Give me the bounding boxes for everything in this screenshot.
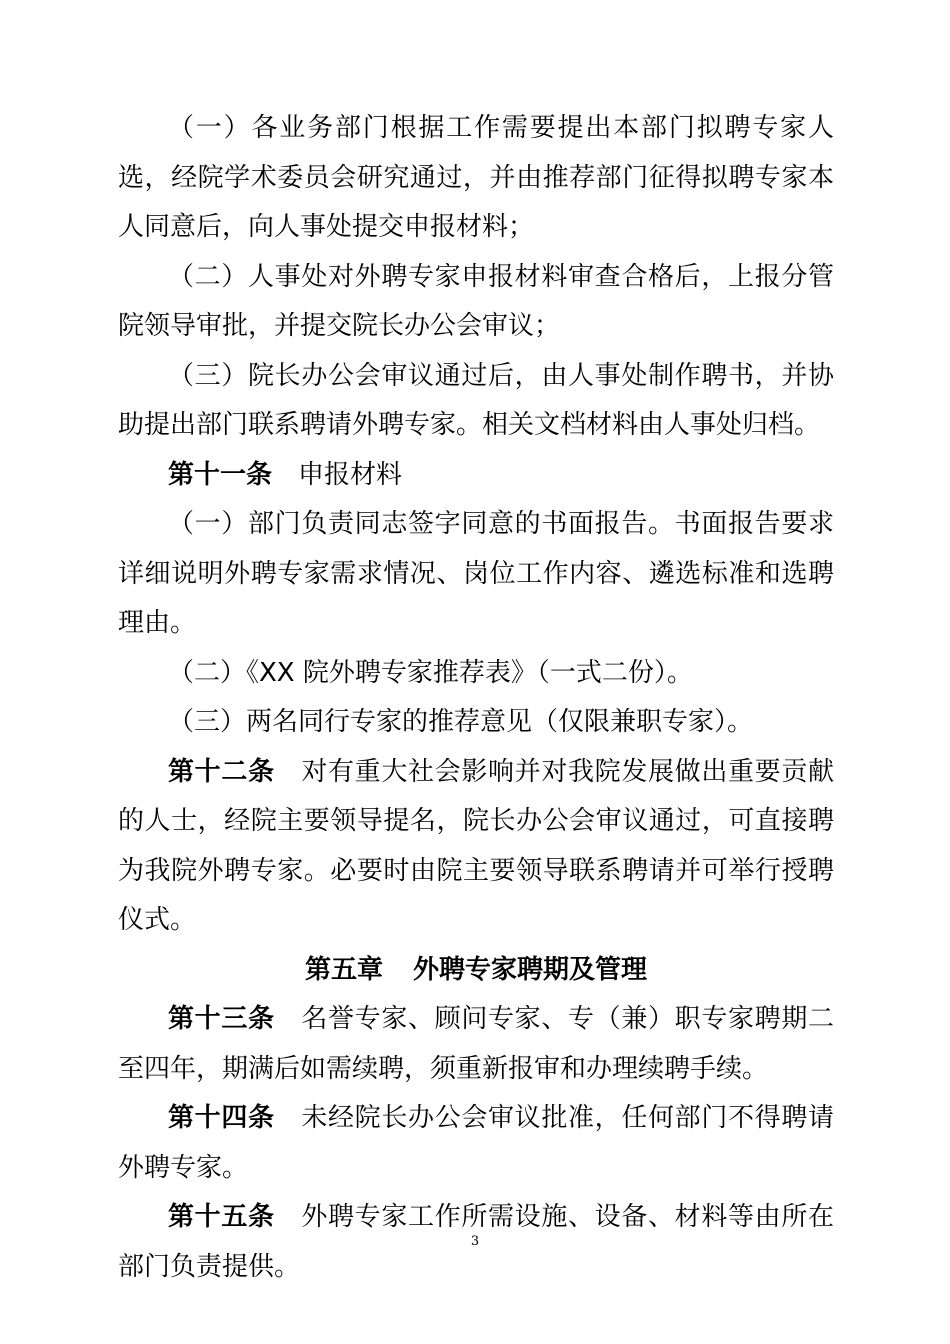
article-11-text: 申报材料 <box>298 459 403 490</box>
article-15-label: 第十五条 <box>168 1202 275 1232</box>
chapter-heading <box>118 946 834 996</box>
article-11-label: 第十一条 <box>168 459 273 490</box>
article-13-label: 第十三条 <box>168 1004 275 1034</box>
article-11 <box>118 451 834 501</box>
paragraph-material-2: （二）《XX 院外聘专家推荐表》（一式二份）。 <box>168 657 693 688</box>
paragraph-material-3: （三）两名同行专家的推荐意见（仅限兼职专家）。 <box>168 707 754 737</box>
article-14-text: 未经院长办公会审议批准，任何部门不得聘请外聘专家。 <box>118 1103 834 1183</box>
chapter-title: 外聘专家聘期及管理 <box>413 954 648 985</box>
article-14 <box>118 1094 834 1193</box>
paragraph-material-1: （一）部门负责同志签字同意的书面报告。书面报告要求详细说明外聘专家需求情况、岗位工作内容、遴选标准和选聘理由。 <box>118 509 834 638</box>
article-12-label: 第十二条 <box>168 756 275 787</box>
article-15-text: 外聘专家工作所需设施、设备、材料等由所在部门负责提供。 <box>118 1202 834 1282</box>
document-body <box>118 104 834 1292</box>
page-number: 3 <box>470 1234 480 1249</box>
paragraph-procedure-2: （二）人事处对外聘专家申报材料审查合格后，上报分管院领导审批，并提交院长办公会审议； <box>118 261 834 341</box>
paragraph-procedure-3: （三）院长办公会审议通过后，由人事处制作聘书，并协助提出部门联系聘请外聘专家。相关文档材料由人事处归档。 <box>118 360 834 440</box>
article-12-text: 对有重大社会影响并对我院发展做出重要贡献的人士，经院主要领导提名，院长办公会审议通过，可直接聘为我院外聘专家。必要时由院主要领导联系聘请并可举行授聘仪式。 <box>118 756 834 935</box>
article-13 <box>118 995 834 1094</box>
paragraph-procedure-1: （一）各业务部门根据工作需要提出本部门拟聘专家人选，经院学术委员会研究通过，并由推荐部门征得拟聘专家本人同意后，向人事处提交申报材料； <box>118 113 834 242</box>
article-12 <box>118 748 834 946</box>
article-13-text: 名誉专家、顾问专家、专（兼）职专家聘期二至四年，期满后如需续聘，须重新报审和办理续聘手续。 <box>118 1004 834 1084</box>
chapter-label: 第五章 <box>304 954 383 985</box>
article-14-label: 第十四条 <box>168 1103 275 1133</box>
